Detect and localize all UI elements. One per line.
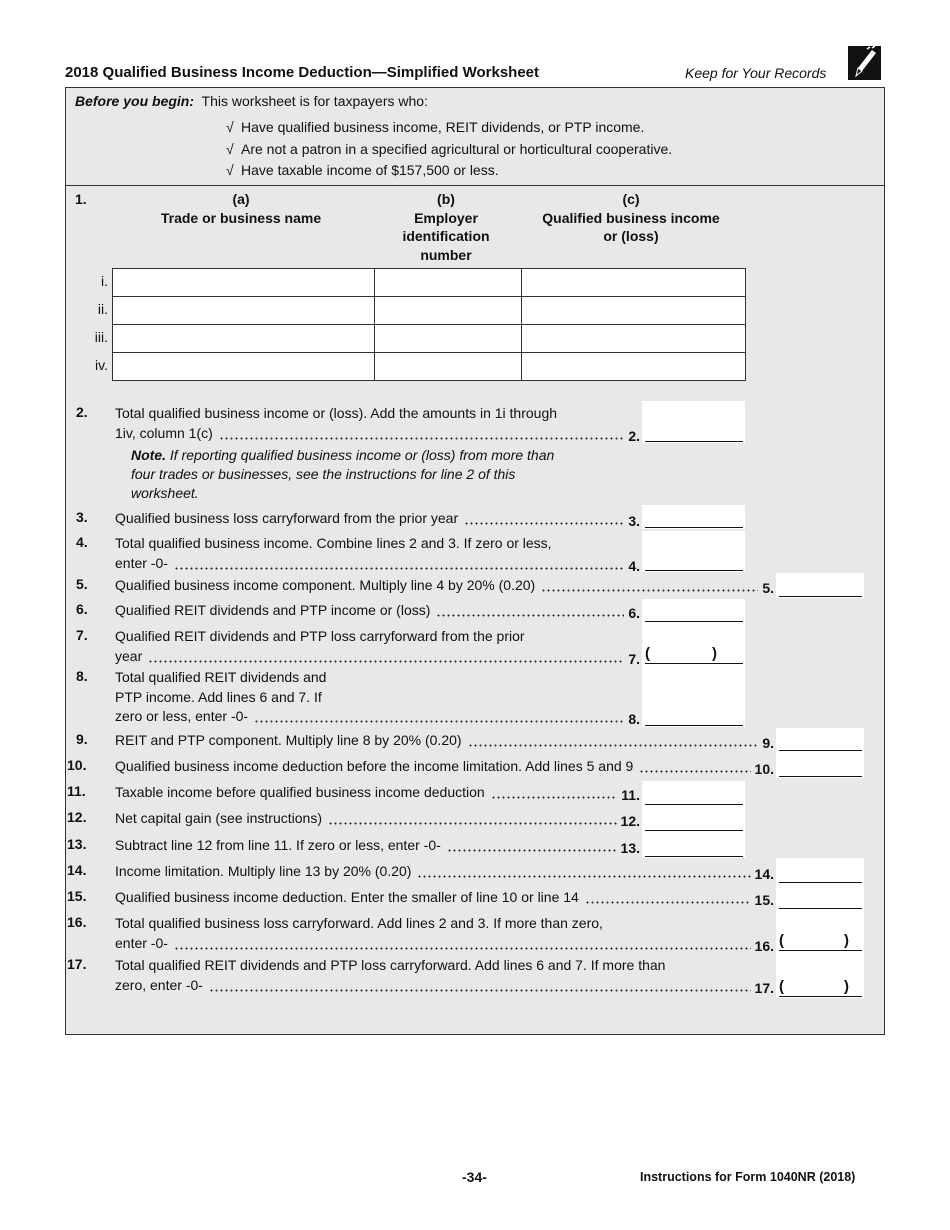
line-17-description: zero, enter -0- [115,976,203,993]
dot-leader [468,731,759,750]
keep-for-records-label: Keep for Your Records [685,65,827,81]
line-4-text [115,554,640,573]
line-7-text [115,627,640,646]
pencil-icon [848,46,881,80]
entry-underline [645,856,743,857]
table-row [113,296,745,324]
line-10-entry-field[interactable] [776,752,864,778]
line-8-text [115,668,640,687]
close-paren: ) [844,978,849,995]
line-6-entry-field[interactable] [642,599,745,623]
table-row [113,324,745,352]
ein-input[interactable] [374,353,522,380]
column-heading: Employer [414,209,478,226]
line-16-entry-field[interactable] [776,910,864,952]
open-paren: ( [645,645,650,662]
table-row [113,352,745,380]
line-14-text [115,862,774,881]
line-14-description: Income limitation. Multiply line 13 by 20% (0.20) [115,863,412,879]
business-name-input[interactable] [113,269,374,296]
form-reference: Instructions for Form 1040NR (2018) [640,1170,856,1184]
line-4-entry-field[interactable] [642,531,745,572]
worksheet-title: 2018 Qualified Business Income Deduction—Simplified Worksheet [65,64,540,81]
line-2-entry-field[interactable] [642,401,745,443]
line-11-number: 11. [67,783,86,799]
line-8-description: PTP income. Add lines 6 and 7. If [115,688,322,705]
checkmark-icon: √ [226,141,234,157]
line-10-description: Qualified business income deduction before the income limitation. Add lines 5 and 9 [115,758,634,774]
dot-leader [174,934,751,953]
row-label: iv. [95,357,108,373]
qbi-input[interactable] [521,269,745,296]
column-heading: number [420,246,472,263]
line-2-description: Total qualified business income or (loss). Add the amounts in 1i through [115,405,558,421]
dot-leader [491,783,618,802]
qbi-input[interactable] [521,325,745,352]
line-4-label: 4. [628,557,640,574]
line-8-label: 8. [628,711,640,727]
dot-leader [174,554,624,573]
line-3-description: Qualified business loss carryforward from the prior year [115,510,459,526]
criteria-item: Have qualified business income, REIT dividends, or PTP income. [241,119,645,135]
line-5-description: Qualified business income component. Multiply line 4 by 20% (0.20) [115,577,536,593]
line-7-number: 7. [76,627,88,643]
note-text: four trades or businesses, see the instructions for line 2 of this [131,466,516,482]
line-5-text [115,576,774,595]
line-5-entry-field[interactable] [776,573,864,598]
line-15-label: 15. [754,892,774,908]
line-16-number: 16. [67,914,87,930]
row-label: iii. [94,329,108,345]
line-6-number: 6. [76,601,88,617]
line-16-description: enter -0- [115,934,168,951]
line-16-description: Total qualified business loss carryforward. Add lines 2 and 3. If more than zero, [115,915,603,931]
column-letter: (c) [622,191,640,207]
dot-leader [541,576,758,595]
line-9-number: 9. [76,731,88,747]
line-8-description: Total qualified REIT dividends and [115,669,327,685]
entry-underline [645,804,743,805]
business-name-input[interactable] [113,325,374,352]
dot-leader [585,888,751,907]
dot-leader [417,862,750,881]
line-8-entry-field[interactable] [642,665,745,727]
line-15-description: Qualified business income deduction. Enter the smaller of line 10 or line 14 [115,889,579,905]
line-3-number: 3. [76,509,88,525]
note-text: worksheet. [131,485,199,501]
line-7-label: 7. [628,650,640,667]
entry-underline [645,725,743,726]
line-7-entry-field[interactable] [642,623,745,665]
column-heading: identification [402,228,490,244]
line-3-label: 3. [628,513,640,529]
entry-underline [645,663,743,664]
criteria-item: Are not a patron in a specified agricultural or horticultural cooperative. [241,141,673,157]
ein-input[interactable] [374,325,522,352]
line-12-text [115,809,640,828]
line-14-number: 14. [67,862,87,878]
line-2-text [115,424,640,443]
line-12-entry-field[interactable] [642,806,745,832]
line-16-label: 16. [754,937,774,954]
line-10-number: 10. [67,757,87,773]
line-10-text [115,757,774,776]
line-2-label: 2. [628,427,640,444]
line-4-number: 4. [76,534,88,550]
ein-input[interactable] [374,269,522,296]
column-letter: (b) [437,191,455,207]
section-divider [65,185,885,186]
entry-underline [645,830,743,831]
entry-underline [645,570,743,571]
line-9-text [115,731,774,750]
line-6-text [115,601,640,620]
entry-underline [779,908,862,909]
dot-leader [209,976,751,995]
line-11-label: 11. [621,787,640,803]
column-heading: Qualified business income [542,209,720,226]
line-3-text [115,509,640,528]
line-7-description: Qualified REIT dividends and PTP loss carryforward from the prior [115,628,525,644]
line-5-number: 5. [76,576,88,592]
column-heading: Trade or business name [160,209,322,226]
line-13-entry-field[interactable] [642,832,745,858]
line-11-entry-field[interactable] [642,781,745,806]
dot-leader [254,707,624,726]
column-letter: (a) [232,191,250,207]
dot-leader [219,424,625,443]
before-you-begin-label: Before you begin: [75,93,195,109]
line-5-label: 5. [762,580,774,596]
dot-leader [447,836,617,855]
entry-underline [779,996,862,997]
line-2-number: 2. [76,404,88,420]
line-14-label: 14. [754,866,774,882]
dot-leader [148,647,624,666]
business-table [112,268,746,381]
line-4-text [115,534,640,553]
dot-leader [328,809,617,828]
line-12-description: Net capital gain (see instructions) [115,810,322,826]
before-you-begin-intro: This worksheet is for taxpayers who: [201,93,428,109]
note-text: If reporting qualified business income or (loss) from more than [166,447,555,463]
line-8-description: zero or less, enter -0- [115,708,249,724]
line-15-text [115,888,774,907]
row-label: i. [101,273,108,289]
qbi-input[interactable] [521,297,745,324]
line-2-text [115,404,640,423]
entry-underline [645,527,743,528]
qbi-input[interactable] [521,353,745,380]
page-number: -34- [462,1169,487,1185]
line-16-text [115,934,774,953]
line-1-number: 1. [75,191,87,207]
line-16-text [115,914,774,933]
line-8-number: 8. [76,668,88,684]
line-8-text [115,707,640,726]
open-paren: ( [779,932,784,949]
open-paren: ( [779,978,784,995]
line-2-description: 1iv, column 1(c) [115,424,213,441]
criteria-item: Have taxable income of $157,500 or less. [241,162,499,178]
line-3-entry-field[interactable] [642,505,745,529]
line-9-label: 9. [762,735,774,751]
dot-leader [464,509,624,528]
line-15-number: 15. [67,888,87,904]
line-12-number: 12. [67,809,87,825]
row-label: ii. [97,301,108,317]
close-paren: ) [844,932,849,949]
entry-underline [779,750,862,751]
column-heading: or (loss) [603,228,659,244]
close-paren: ) [712,645,717,662]
entry-underline [779,882,862,883]
line-13-label: 13. [620,840,640,856]
line-6-label: 6. [628,605,640,621]
business-name-input[interactable] [113,297,374,324]
column-header [131,190,351,227]
ein-input[interactable] [374,297,522,324]
line-9-entry-field[interactable] [776,728,864,752]
line-13-number: 13. [67,836,87,852]
line-17-label: 17. [754,979,774,996]
dot-leader [639,757,750,776]
column-header [521,190,741,246]
table-row [113,269,745,296]
entry-underline [779,596,862,597]
line-13-text [115,836,640,855]
checkmark-icon: √ [226,162,234,178]
line-17-text [115,956,774,975]
line-13-description: Subtract line 12 from line 11. If zero or less, enter -0- [115,837,441,853]
entry-underline [645,621,743,622]
line-12-label: 12. [620,813,640,829]
note-label: Note. [131,447,166,463]
line-7-text [115,647,640,666]
business-name-input[interactable] [113,353,374,380]
line-17-entry-field[interactable] [776,952,864,998]
line-15-entry-field[interactable] [776,884,864,910]
line-17-text [115,976,774,995]
line-10-label: 10. [754,761,774,777]
line-11-text [115,783,640,802]
line-11-description: Taxable income before qualified business income deduction [115,784,485,800]
checkmark-icon: √ [226,119,234,135]
line-9-description: REIT and PTP component. Multiply line 8 by 20% (0.20) [115,732,462,748]
line-8-text [115,688,640,707]
line-4-description: Total qualified business income. Combine lines 2 and 3. If zero or less, [115,535,552,551]
entry-underline [779,950,862,951]
line-4-description: enter -0- [115,554,168,571]
entry-underline [779,776,862,777]
line-6-description: Qualified REIT dividends and PTP income or (loss) [115,602,431,618]
line-17-description: Total qualified REIT dividends and PTP loss carryforward. Add lines 6 and 7. If more than [115,957,666,973]
line-7-description: year [115,647,143,664]
line-2-note [131,446,554,503]
line-17-number: 17. [67,956,87,972]
entry-underline [645,441,743,442]
dot-leader [436,601,624,620]
before-you-begin [75,93,428,109]
line-14-entry-field[interactable] [776,858,864,884]
